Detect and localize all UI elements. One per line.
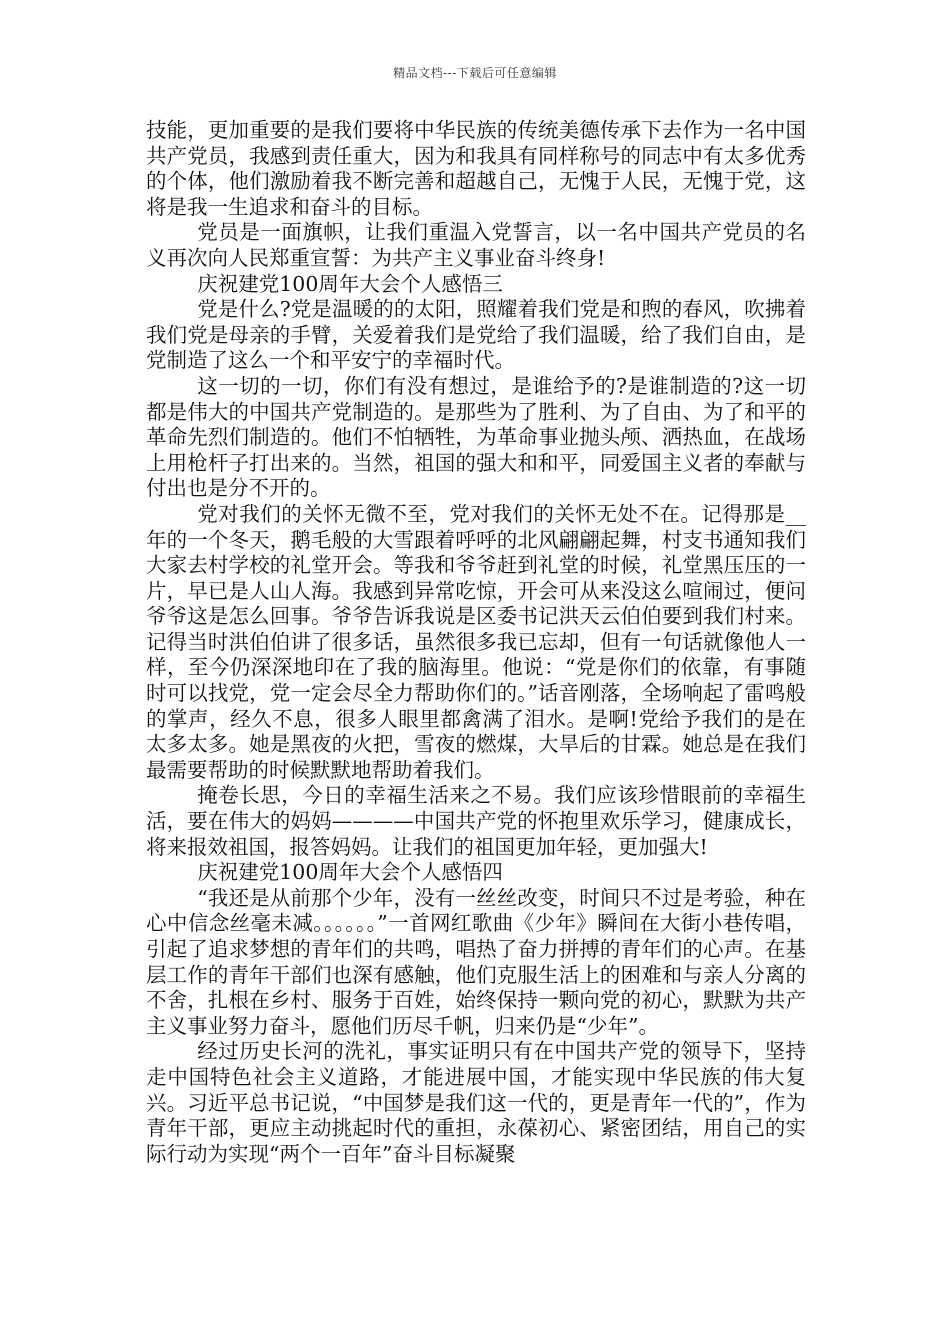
paragraph-3: 党是什么?党是温暖的的太阳，照耀着我们党是和煦的春风，吹拂着我们党是母亲的手臂，关爱着我们是党给了我们温暖，给了我们自由，是党制造了这么一个和平安宁的幸福时代。 <box>146 297 806 373</box>
page-header: 精品文档---下载后可任意编辑 <box>393 66 557 80</box>
section-title-4: 庆祝建党100周年大会个人感悟四 <box>197 860 503 885</box>
paragraph-2: 党员是一面旗帜，让我们重温入党誓言，以一名中国共产党员的名义再次向人民郑重宣誓：为共产主义事业奋斗终身! <box>146 220 806 270</box>
document-body <box>146 118 806 1167</box>
paragraph-4: 这一切的一切，你们有没有想过，是谁给予的?是谁制造的?这一切都是伟大的中国共产党制造的。是那些为了胜利、为了自由、为了和平的革命先烈们制造的。他们不怕牺牲，为革命事业抛头颅、洒热血，在战场上用枪杆子打出来的。当然，祖国的强大和和平，同爱国主义者的奉献与付出也是分不开的。 <box>146 373 806 501</box>
paragraph-5: 党对我们的关怀无微不至，党对我们的关怀无处不在。记得那是__年的一个冬天，鹅毛般的大雪跟着呼呼的北风翩翩起舞，村支书通知我们大家去村学校的礼堂开会。等我和爷爷赶到礼堂的时候，礼堂黑压压的一片，早已是人山人海。我感到异常吃惊，开会可从来没这么喧闹过，便问爷爷这是怎么回事。爷爷告诉我说是区委书记洪天云伯伯要到我们村来。记得当时洪伯伯讲了很多话，虽然很多我已忘却，但有一句话就像他人一样，至今仍深深地印在了我的脑海里。他说：“党是你们的依靠，有事随时可以找党，党一定会尽全力帮助你们的。”话音刚落，全场响起了雷鸣般的掌声，经久不息，很多人眼里都禽满了泪水。是啊!党给予我们的是在太多太多。她是黑夜的火把，雪夜的燃煤，大旱后的甘霖。她总是在我们最需要帮助的时候默默地帮助着我们。 <box>146 501 806 782</box>
paragraph-7: “我还是从前那个少年，没有一丝丝改变，时间只不过是考验，种在心中信念丝毫未减。。。。。。”一首网红歌曲《少年》瞬间在大街小巷传唱，引起了追求梦想的青年们的共鸣，唱热了奋力拼搏的青年们的心声。在基层工作的青年干部们也深有感触，他们克服生活上的困难和与亲人分离的不舍，扎根在乡村、服务于百姓，始终保持一颗向党的初心，默默为共产主义事业努力奋斗，愿他们历尽千帆，归来仍是“少年”。 <box>146 885 806 1038</box>
paragraph-1: 技能，更加重要的是我们要将中华民族的传统美德传承下去作为一名中国共产党员，我感到责任重大，因为和我具有同样称号的同志中有太多优秀的个体，他们激励着我不断完善和超越自己，无愧于人民，无愧于党，这将是我一生追求和奋斗的目标。 <box>146 118 806 219</box>
paragraph-6: 掩卷长思，今日的幸福生活来之不易。我们应该珍惜眼前的幸福生活，要在伟大的妈妈————中国共产党的怀抱里欢乐学习，健康成长，将来报效祖国，报答妈妈。让我们的祖国更加年轻，更加强大! <box>146 783 806 859</box>
paragraph-8: 经过历史长河的洗礼，事实证明只有在中国共产党的领导下，坚持走中国特色社会主义道路，才能进展中国，才能实现中华民族的伟大复兴。习近平总书记说，“中国梦是我们这一代的，更是青年一代的”，作为青年干部，更应主动挑起时代的重担，永葆初心、紧密团结，用自己的实际行动为实现“两个一百年”奋斗目标凝聚 <box>146 1039 806 1166</box>
section-title-3: 庆祝建党100周年大会个人感悟三 <box>197 271 503 296</box>
